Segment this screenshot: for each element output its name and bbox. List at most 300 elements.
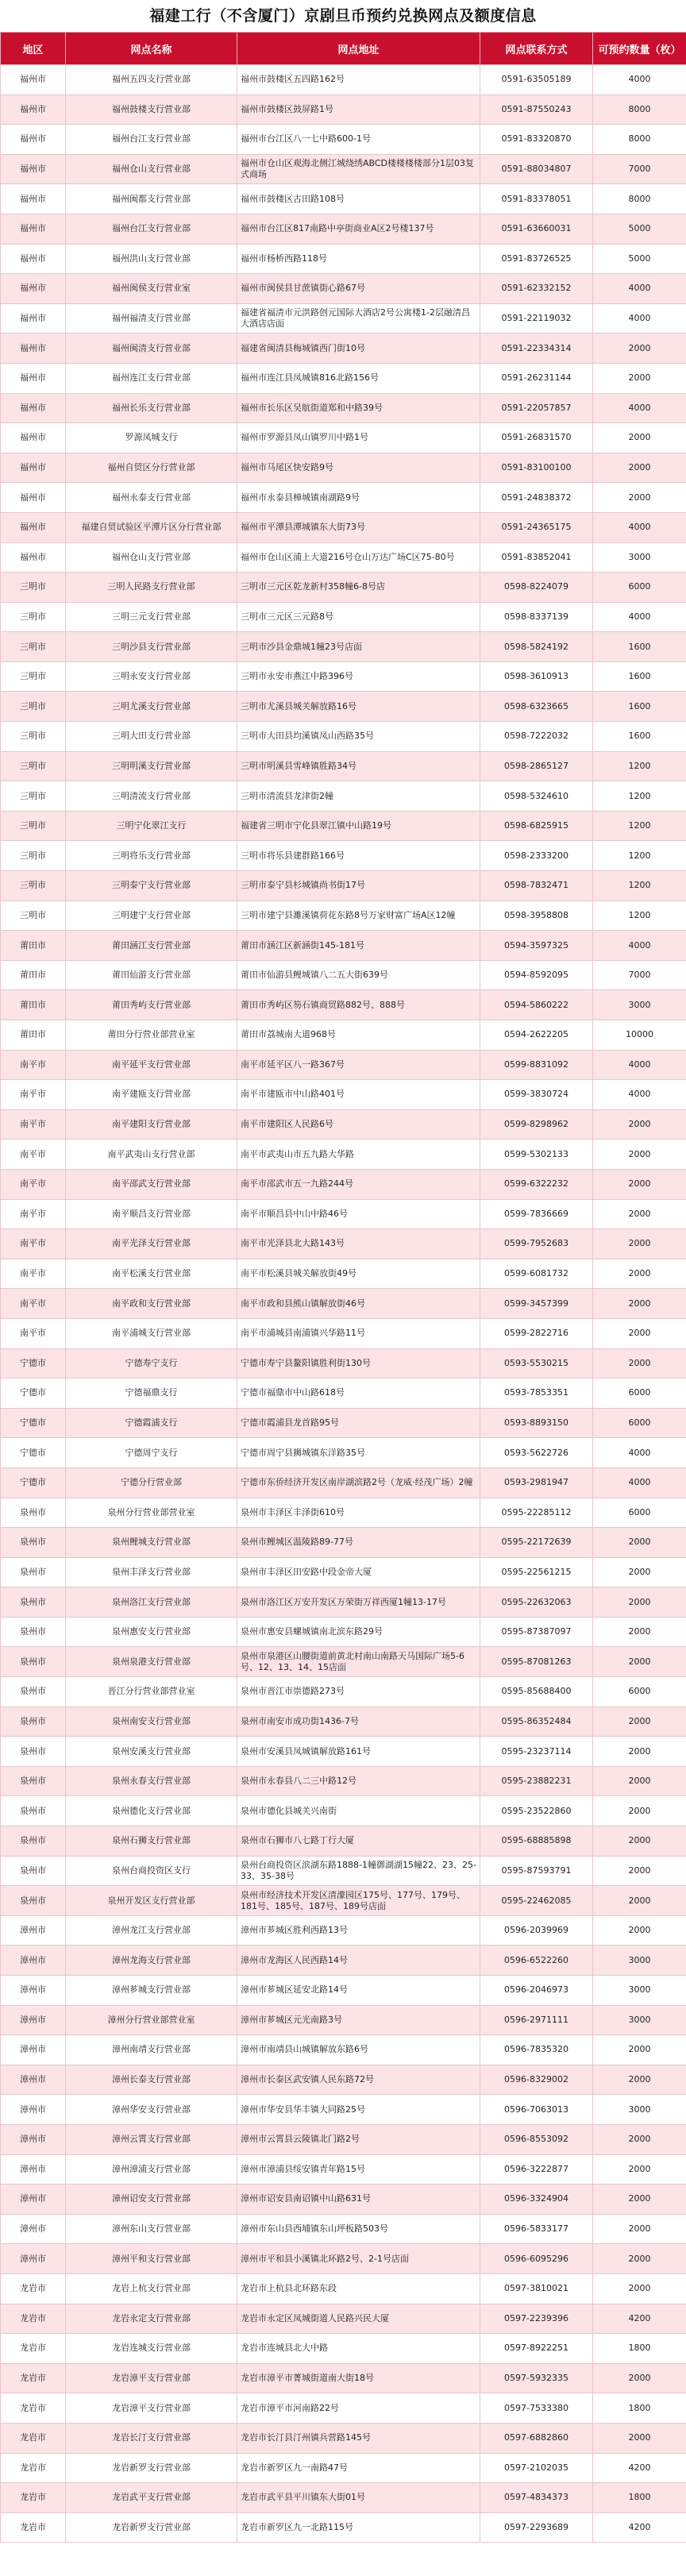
cell-area: 宁德市 [1,1438,66,1468]
cell-address: 莆田市涵江区新涵街145-181号 [237,931,480,961]
cell-phone: 0593-7853351 [480,1379,593,1409]
cell-branch-name: 漳州平和支行营业部 [66,2244,237,2274]
table-row [1,453,686,483]
cell-branch-name: 漳州龙江支行营业部 [66,1915,237,1945]
cell-quantity: 2000 [593,2423,686,2453]
table-row [1,692,686,722]
cell-area: 三明市 [1,573,66,603]
cell-quantity: 2000 [593,1109,686,1140]
cell-branch-name: 三明将乐支行营业部 [66,841,237,871]
cell-phone: 0591-63505189 [480,65,593,95]
cell-phone: 0599-8298962 [480,1109,593,1140]
cell-phone: 0598-7832471 [480,871,593,901]
cell-area: 三明市 [1,692,66,722]
table-row [1,2423,686,2453]
cell-branch-name: 莆田涵江支行营业部 [66,931,237,961]
cell-area: 南平市 [1,1050,66,1080]
cell-branch-name: 三明建宁支行营业部 [66,900,237,931]
cell-phone: 0598-5324610 [480,781,593,812]
cell-branch-name: 罗源凤城支行 [66,423,237,453]
cell-area: 龙岩市 [1,2304,66,2334]
cell-address: 泉州台商投资区滨湖东路1888-1幢御湖湖15幢22、23、25-33、35-38号 [237,1856,480,1886]
cell-phone: 0591-83726525 [480,244,593,274]
table-row [1,781,686,812]
cell-area: 龙岩市 [1,2453,66,2483]
cell-area: 南平市 [1,1199,66,1229]
cell-phone: 0595-23237114 [480,1737,593,1767]
cell-area: 福州市 [1,184,66,214]
table-row [1,1915,686,1945]
table-row [1,1169,686,1199]
cell-quantity: 2000 [593,1348,686,1379]
cell-address: 宁德市东侨经济开发区南岸湖滨路2号（龙威·经茂广场）2幢 [237,1467,480,1498]
cell-area: 泉州市 [1,1826,66,1857]
table-row [1,2005,686,2035]
table-row [1,751,686,781]
cell-area: 龙岩市 [1,2273,66,2304]
table-row [1,1438,686,1468]
cell-branch-name: 南平松溪支行营业部 [66,1259,237,1289]
table-body [1,65,686,2543]
table-row [1,990,686,1020]
cell-area: 福州市 [1,453,66,483]
column-header-quantity: 可预约数量（枚） [593,33,686,65]
cell-area: 莆田市 [1,990,66,1020]
table-row [1,1379,686,1409]
cell-quantity: 1200 [593,900,686,931]
cell-area: 福州市 [1,512,66,542]
cell-phone: 0597-8922251 [480,2334,593,2364]
cell-branch-name: 福州长乐支行营业部 [66,393,237,423]
cell-area: 三明市 [1,602,66,632]
table-row [1,1796,686,1826]
cell-area: 三明市 [1,661,66,692]
cell-area: 福州市 [1,393,66,423]
cell-phone: 0598-5824192 [480,632,593,662]
table-row [1,393,686,423]
cell-branch-name: 龙岩连城支行营业部 [66,2334,237,2364]
cell-phone: 0596-8553092 [480,2124,593,2154]
cell-area: 宁德市 [1,1408,66,1438]
table-row [1,1706,686,1737]
cell-address: 泉州市泉港区山腰街道前黄北村南山南路天马国际广场5-6号、12、13、14、15店面 [237,1647,480,1677]
table-row [1,573,686,603]
table-row [1,2095,686,2125]
cell-address: 福州市永泰县樟城镇南湖路9号 [237,483,480,513]
cell-address: 福州市鼓楼区鼓屏路1号 [237,94,480,125]
cell-phone: 0596-8329002 [480,2065,593,2095]
cell-branch-name: 漳州长泰支行营业部 [66,2065,237,2095]
cell-quantity: 4000 [593,931,686,961]
table-row [1,1318,686,1348]
cell-branch-name: 宁德周宁支行 [66,1438,237,1468]
table-row [1,154,686,184]
cell-branch-name: 宁德寿宁支行 [66,1348,237,1379]
table-row [1,2334,686,2364]
cell-area: 漳州市 [1,2065,66,2095]
cell-branch-name: 泉州丰泽支行营业部 [66,1557,237,1587]
cell-phone: 0594-2622205 [480,1020,593,1051]
cell-area: 漳州市 [1,2154,66,2185]
table-row [1,65,686,95]
cell-area: 南平市 [1,1109,66,1140]
cell-quantity: 2000 [593,2035,686,2065]
cell-branch-name: 宁德霞浦支行 [66,1408,237,1438]
cell-area: 三明市 [1,781,66,812]
cell-branch-name: 漳州东山支行营业部 [66,2214,237,2244]
cell-area: 漳州市 [1,2095,66,2125]
cell-phone: 0596-3222877 [480,2154,593,2185]
cell-quantity: 4200 [593,2453,686,2483]
cell-quantity: 2000 [593,1647,686,1677]
cell-quantity: 4000 [593,393,686,423]
cell-address: 福州市平潭县潭城镇东大街73号 [237,512,480,542]
cell-phone: 0595-22285112 [480,1498,593,1528]
cell-address: 泉州市南安市成功街1436-7号 [237,1706,480,1737]
table-row [1,722,686,752]
cell-area: 漳州市 [1,1915,66,1945]
cell-quantity: 2000 [593,453,686,483]
cell-phone: 0595-22561215 [480,1557,593,1587]
table-row [1,2273,686,2304]
cell-branch-name: 龙岩漳平支行营业部 [66,2363,237,2393]
table-row [1,602,686,632]
table-row [1,2304,686,2334]
cell-phone: 0593-5622726 [480,1438,593,1468]
cell-branch-name: 泉州永春支行营业部 [66,1766,237,1796]
cell-quantity: 2000 [593,1796,686,1826]
cell-area: 泉州市 [1,1528,66,1558]
table-row [1,1109,686,1140]
cell-area: 泉州市 [1,1796,66,1826]
cell-area: 龙岩市 [1,2393,66,2424]
cell-quantity: 3000 [593,1976,686,2006]
cell-branch-name: 宁德分行营业部 [66,1467,237,1498]
cell-address: 漳州市芗城区延安北路14号 [237,1976,480,2006]
cell-phone: 0598-6825915 [480,811,593,841]
cell-phone: 0595-87387097 [480,1617,593,1647]
cell-area: 南平市 [1,1229,66,1259]
cell-area: 龙岩市 [1,2334,66,2364]
cell-branch-name: 三明人民路支行营业部 [66,573,237,603]
table-row [1,184,686,214]
cell-phone: 0593-5530215 [480,1348,593,1379]
cell-phone: 0596-3324904 [480,2185,593,2215]
cell-address: 福州市闽侯县甘蔗镇街心路67号 [237,274,480,304]
cell-phone: 0591-24365175 [480,512,593,542]
table-row [1,2214,686,2244]
table-row [1,1617,686,1647]
table-row [1,1528,686,1558]
cell-branch-name: 三明宁化翠江支行 [66,811,237,841]
cell-branch-name: 南平建瓯支行营业部 [66,1080,237,1110]
cell-quantity: 2000 [593,423,686,453]
cell-quantity: 1800 [593,2393,686,2424]
cell-quantity: 4200 [593,2512,686,2543]
cell-address: 漳州市漳浦县绥安镇青年路15号 [237,2154,480,2185]
cell-branch-name: 福州台江支行营业部 [66,214,237,244]
branch-table [0,32,686,2543]
cell-quantity: 1600 [593,661,686,692]
cell-quantity: 1200 [593,781,686,812]
cell-area: 南平市 [1,1140,66,1170]
cell-quantity: 6000 [593,1498,686,1528]
cell-phone: 0591-83100100 [480,453,593,483]
table-row [1,2065,686,2095]
cell-quantity: 3000 [593,542,686,573]
cell-area: 福州市 [1,154,66,184]
cell-address: 南平市延平区八一路367号 [237,1050,480,1080]
table-row [1,1886,686,1916]
cell-branch-name: 福州闽侯支行营业室 [66,274,237,304]
table-row [1,1677,686,1707]
cell-area: 福州市 [1,303,66,334]
cell-phone: 0594-8592095 [480,960,593,990]
table-row [1,960,686,990]
cell-phone: 0595-23522860 [480,1796,593,1826]
cell-branch-name: 泉州台商投资区支行 [66,1856,237,1886]
cell-quantity: 1600 [593,692,686,722]
cell-quantity: 2000 [593,483,686,513]
cell-branch-name: 莆田仙游支行营业部 [66,960,237,990]
table-row [1,1229,686,1259]
cell-phone: 0595-22462085 [480,1886,593,1916]
cell-phone: 0599-7952683 [480,1229,593,1259]
cell-phone: 0598-7222032 [480,722,593,752]
cell-address: 南平市建瓯市中山路401号 [237,1080,480,1110]
cell-area: 龙岩市 [1,2512,66,2543]
cell-address: 漳州市平和县小溪镇北环路2号、2-1号店面 [237,2244,480,2274]
cell-quantity: 2000 [593,2214,686,2244]
cell-area: 泉州市 [1,1557,66,1587]
cell-branch-name: 南平政和支行营业部 [66,1289,237,1319]
cell-branch-name: 龙岩上杭支行营业部 [66,2273,237,2304]
cell-branch-name: 宁德福鼎支行 [66,1379,237,1409]
cell-branch-name: 福州鼓楼支行营业部 [66,94,237,125]
cell-branch-name: 漳州南靖支行营业部 [66,2035,237,2065]
cell-quantity: 2000 [593,1706,686,1737]
cell-address: 漳州市东山县西埔镇东山坪板路503号 [237,2214,480,2244]
table-row [1,1945,686,1976]
cell-area: 漳州市 [1,2185,66,2215]
cell-address: 三明市明溪县雪峰镇胜路34号 [237,751,480,781]
table-row [1,1080,686,1110]
cell-area: 宁德市 [1,1348,66,1379]
cell-branch-name: 泉州洛江支行营业部 [66,1587,237,1618]
table-row [1,334,686,364]
cell-area: 三明市 [1,871,66,901]
cell-quantity: 2000 [593,2244,686,2274]
cell-branch-name: 三明尤溪支行营业部 [66,692,237,722]
cell-area: 泉州市 [1,1498,66,1528]
cell-address: 福建省福清市元洪路创元国际大酒店2号公寓楼1-2层融清昌大酒店店面 [237,303,480,334]
table-row [1,1826,686,1857]
cell-phone: 0595-68885898 [480,1826,593,1857]
table-row [1,1348,686,1379]
cell-quantity: 2000 [593,334,686,364]
cell-phone: 0597-3810021 [480,2273,593,2304]
cell-address: 三明市清流县龙津街2幢 [237,781,480,812]
cell-phone: 0591-87550243 [480,94,593,125]
cell-branch-name: 福州仓山支行营业部 [66,154,237,184]
cell-area: 宁德市 [1,1379,66,1409]
cell-quantity: 4000 [593,1467,686,1498]
cell-address: 南平市邵武市五一九路244号 [237,1169,480,1199]
cell-address: 泉州市晋江市崇德路273号 [237,1677,480,1707]
cell-address: 漳州市长泰区武安镇人民东路72号 [237,2065,480,2095]
cell-phone: 0591-24838372 [480,483,593,513]
cell-quantity: 2000 [593,1915,686,1945]
cell-quantity: 4000 [593,602,686,632]
cell-phone: 0597-2239396 [480,2304,593,2334]
cell-quantity: 4000 [593,65,686,95]
cell-branch-name: 福建自贸试验区平潭片区分行营业部 [66,512,237,542]
cell-branch-name: 漳州华安支行营业部 [66,2095,237,2125]
table-row [1,1050,686,1080]
cell-branch-name: 福州福清支行营业部 [66,303,237,334]
cell-branch-name: 泉州石狮支行营业部 [66,1826,237,1857]
cell-area: 泉州市 [1,1737,66,1767]
cell-area: 泉州市 [1,1677,66,1707]
cell-address: 南平市武夷山市五九路大华路 [237,1140,480,1170]
cell-quantity: 2000 [593,1259,686,1289]
cell-address: 漳州市芗城区胜利西路13号 [237,1915,480,1945]
table-row [1,2393,686,2424]
cell-phone: 0599-3830724 [480,1080,593,1110]
table-row [1,900,686,931]
cell-address: 龙岩市长汀县汀州镇兵营路145号 [237,2423,480,2453]
cell-branch-name: 漳州云霄支行营业部 [66,2124,237,2154]
cell-address: 龙岩市新罗区九一南路47号 [237,2453,480,2483]
cell-address: 泉州市丰泽区丰泽街610号 [237,1498,480,1528]
cell-address: 泉州市鲤城区温陵路89-77号 [237,1528,480,1558]
cell-phone: 0596-7835320 [480,2035,593,2065]
cell-address: 南平市光泽县北大路143号 [237,1229,480,1259]
cell-area: 泉州市 [1,1617,66,1647]
cell-address: 泉州市德化县城关兴南街 [237,1796,480,1826]
cell-quantity: 4000 [593,512,686,542]
cell-address: 莆田市秀屿区笏石镇商贸路882号、888号 [237,990,480,1020]
cell-area: 漳州市 [1,2124,66,2154]
cell-branch-name: 南平浦城支行营业部 [66,1318,237,1348]
cell-address: 龙岩市新罗区九一北路115号 [237,2512,480,2543]
cell-area: 三明市 [1,811,66,841]
cell-branch-name: 泉州鲤城支行营业部 [66,1528,237,1558]
cell-area: 福州市 [1,65,66,95]
cell-quantity: 2000 [593,2065,686,2095]
cell-branch-name: 龙岩新罗支行营业部 [66,2453,237,2483]
cell-address: 福州市罗源县凤山镇罗川中路1号 [237,423,480,453]
cell-branch-name: 南平武夷山支行营业部 [66,1140,237,1170]
cell-branch-name: 龙岩漳平支行营业部 [66,2393,237,2424]
cell-area: 福州市 [1,423,66,453]
cell-address: 福州市鼓楼区古田路108号 [237,184,480,214]
cell-area: 龙岩市 [1,2363,66,2393]
cell-area: 福州市 [1,214,66,244]
column-header-area: 地区 [1,33,66,65]
cell-address: 南平市政和县熊山镇解放街46号 [237,1289,480,1319]
cell-phone: 0593-2981947 [480,1467,593,1498]
cell-branch-name: 福州仓山支行营业部 [66,542,237,573]
cell-address: 南平市松溪县城关解放街49号 [237,1259,480,1289]
cell-quantity: 2000 [593,1737,686,1767]
cell-phone: 0596-6095296 [480,2244,593,2274]
table-row [1,542,686,573]
cell-phone: 0595-23882231 [480,1766,593,1796]
cell-area: 南平市 [1,1080,66,1110]
table-row [1,1856,686,1886]
cell-branch-name: 南平建阳支行营业部 [66,1109,237,1140]
cell-quantity: 7000 [593,154,686,184]
table-row [1,841,686,871]
table-row [1,1587,686,1618]
cell-quantity: 8000 [593,94,686,125]
cell-address: 福州市长乐区吴航街道郑和中路39号 [237,393,480,423]
cell-branch-name: 福州自贸区分行营业部 [66,453,237,483]
cell-quantity: 7000 [593,960,686,990]
column-header-branch-name: 网点名称 [66,33,237,65]
cell-branch-name: 南平光泽支行营业部 [66,1229,237,1259]
table-row [1,1647,686,1677]
table-row [1,661,686,692]
cell-phone: 0595-86352484 [480,1706,593,1737]
cell-quantity: 1200 [593,871,686,901]
cell-phone: 0599-5302133 [480,1140,593,1170]
table-header [1,33,686,65]
cell-address: 三明市泰宁县杉城镇尚书街17号 [237,871,480,901]
cell-phone: 0591-83852041 [480,542,593,573]
cell-address: 福州市马尾区快安路9号 [237,453,480,483]
cell-quantity: 6000 [593,1677,686,1707]
cell-branch-name: 三明明溪支行营业部 [66,751,237,781]
cell-address: 三明市将乐县建群路166号 [237,841,480,871]
cell-area: 漳州市 [1,1945,66,1976]
cell-branch-name: 三明沙县支行营业部 [66,632,237,662]
cell-address: 南平市建阳区人民路6号 [237,1109,480,1140]
cell-area: 三明市 [1,722,66,752]
cell-address: 三明市三元区乾龙新村358幢6-8号店 [237,573,480,603]
cell-phone: 0595-22172639 [480,1528,593,1558]
cell-phone: 0597-7533380 [480,2393,593,2424]
cell-area: 福州市 [1,125,66,155]
table-row [1,2124,686,2154]
cell-phone: 0591-22119032 [480,303,593,334]
cell-address: 三明市尤溪县城关解放路16号 [237,692,480,722]
cell-address: 泉州市石狮市八七路丁行大厦 [237,1826,480,1857]
cell-address: 泉州市丰泽区田安路中段金帝大厦 [237,1557,480,1587]
cell-phone: 0593-8893150 [480,1408,593,1438]
cell-phone: 0596-2039969 [480,1915,593,1945]
table-row [1,1557,686,1587]
cell-address: 泉州市永春县八二三中路12号 [237,1766,480,1796]
table-row [1,2453,686,2483]
cell-area: 福州市 [1,363,66,393]
table-row [1,931,686,961]
cell-quantity: 3000 [593,2005,686,2035]
cell-area: 福州市 [1,244,66,274]
table-row [1,1976,686,2006]
cell-quantity: 4000 [593,1050,686,1080]
cell-area: 莆田市 [1,1020,66,1051]
cell-branch-name: 南平顺昌支行营业部 [66,1199,237,1229]
cell-branch-name: 福州闽清支行营业部 [66,334,237,364]
table-row [1,2363,686,2393]
cell-phone: 0596-2046973 [480,1976,593,2006]
cell-phone: 0595-87593791 [480,1856,593,1886]
cell-branch-name: 三明大田支行营业部 [66,722,237,752]
cell-area: 三明市 [1,900,66,931]
cell-address: 南平市浦城县南浦镇兴华路11号 [237,1318,480,1348]
